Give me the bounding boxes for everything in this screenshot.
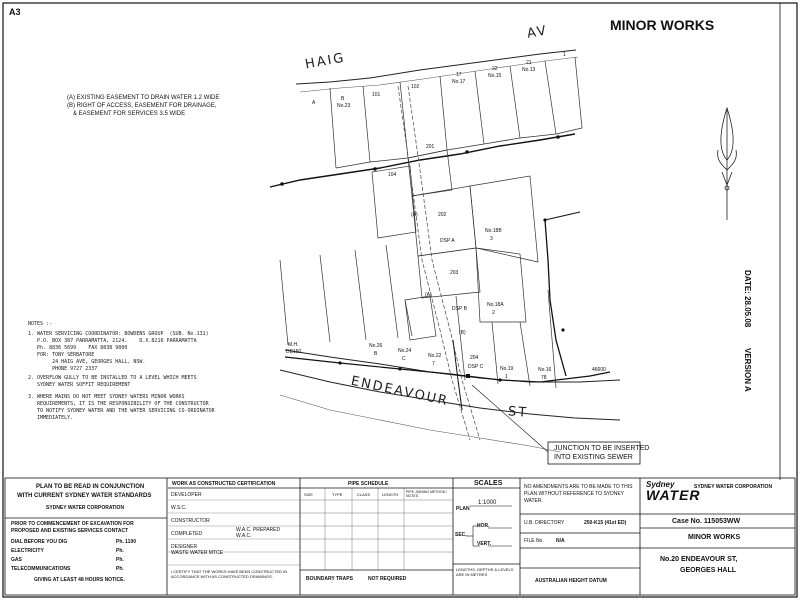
lot-label: DSP C (468, 364, 484, 370)
gas-value: Ph. (116, 557, 124, 563)
ubd-value: 250-K15 (41st ED) (584, 520, 627, 526)
lot-label: B (341, 96, 345, 102)
title-block-minor-works: MINOR WORKS (688, 534, 741, 541)
corp-name: SYDNEY WATER CORPORATION (46, 505, 125, 511)
lot-label: 17 (456, 72, 462, 78)
wac-prepared-label: W.A.C. PREPARED (236, 527, 281, 533)
dbyd-label: DIAL BEFORE YOU DIG (11, 539, 68, 545)
lot-label: C (402, 356, 406, 362)
tel-label: TELECOMMUNICATIONS (11, 566, 71, 572)
title-block-doc-title: Case No. 115053WW (672, 518, 741, 525)
note-2: 2. OVERFLOW GULLY TO BE INSTALLED TO A LEVEL WHICH MEETS SYDNEY WATER SOFFIT REQUIREMENT (28, 375, 197, 388)
pipe-col-type: TYPE (332, 492, 343, 497)
lot-label: 78 (541, 375, 547, 381)
pipe-col-length: LENGTH (382, 492, 399, 497)
waste-water-label: WASTE WATER MTCE (171, 550, 224, 556)
note-1: 1. WATER SERVICING COORDINATOR: BOWDENS GROUP (SUB. No.131) P.O. BOX 387 PARRAMATTA, 2124. D.X.8216 PARRAMATTA Ph. 8836 5699 FAX 8838 9800 FOR: TONY SERBATORE 24 HAIG AVE, GEORGES HALL, NSW. PHONE 9727 2337 (28, 331, 209, 372)
lot-label: (A) (411, 212, 418, 218)
lot-label: 2 (492, 310, 495, 316)
street-st: ST (507, 404, 529, 421)
pipe-col-size: SIZE (304, 492, 313, 497)
sheet-size-label: A3 (9, 7, 21, 17)
designer-label: DESIGNER (171, 544, 198, 550)
sec-scale-label: SEC. (455, 532, 467, 538)
lot-label: 101 (372, 92, 381, 98)
lot-label: 1 (505, 374, 508, 380)
plan-read-line-2: WITH CURRENT SYDNEY WATER STANDARDS (17, 493, 152, 499)
hor-scale-label: HOR. (477, 523, 490, 529)
lot-label: No.24 (398, 348, 412, 354)
plan-read-line-1: PLAN TO BE READ IN CONJUNCTION (36, 484, 145, 490)
logo-sydney: Sydney (646, 480, 675, 489)
lot-label: 204 (470, 355, 479, 361)
sheet-title: MINOR WORKS (610, 17, 715, 33)
lot-label: No.26 (369, 343, 383, 349)
pipe-col-class: CLASS (357, 492, 371, 497)
logo-water: WATER (646, 487, 701, 503)
street-haig: HAIG (304, 50, 347, 73)
datum-label: AUSTRALIAN HEIGHT DATUM (535, 578, 607, 584)
lot-label: B (374, 351, 378, 357)
address-line-2: GEORGES HALL (680, 567, 737, 574)
notes-header: NOTES :- (28, 321, 53, 327)
lot-label: 3 (490, 236, 493, 242)
amend-line-1: NO AMENDMENTS ARE TO BE MADE TO THIS (524, 484, 633, 490)
lot-label: No.16 (538, 367, 552, 373)
amend-line-3: WATER. (524, 498, 543, 504)
pipe-schedule-title: PIPE SCHEDULE (348, 481, 389, 487)
lot-label: 102 (411, 84, 420, 90)
pipe-col-notes: PIPE JOINING METHOD / NOTES (406, 490, 448, 498)
corp-name-right: SYDNEY WATER CORPORATION (694, 484, 773, 490)
manhole-number: 46600 (592, 367, 606, 373)
prior-line-2: PROPOSED AND EXISTING SERVICES CONTACT (11, 528, 129, 534)
callout-line-2: INTO EXISTING SEWER (554, 454, 633, 461)
lot-label: No.22 (428, 353, 442, 359)
scale-note: LENGTHS, DEPTHS & LEVELS ARE IN METRES (456, 567, 514, 577)
wac-label: W.A.C. (236, 533, 252, 539)
legend-line-2: (B) RIGHT OF ACCESS, EASEMENT FOR DRAINAGE, (67, 103, 217, 109)
lot-label: DSP B (452, 306, 467, 312)
notice-text: GIVING AT LEAST 48 HOURS NOTICE. (34, 577, 125, 583)
plan-scale-value: 1:1000 (478, 500, 497, 506)
lot-label: DSP A (440, 238, 455, 244)
lot-label: 7 (432, 361, 435, 367)
street-endeavour: ENDEAVOUR (349, 373, 451, 410)
lot-label: 21 (526, 60, 532, 66)
lot-label: No.15 (488, 73, 502, 79)
manhole-label: M.H. (288, 342, 299, 348)
wsc-label: W.S.C. (171, 505, 187, 511)
tel-value: Ph. (116, 566, 124, 572)
lot-label: No.18B (485, 228, 502, 234)
boundary-traps-label: BOUNDARY TRAPS (306, 576, 353, 582)
address-line-1: No.20 ENDEAVOUR ST, (660, 556, 738, 563)
not-required-value: NOT REQUIRED (368, 576, 407, 582)
wac-title: WORK AS CONSTRUCTED CERTIFICATION (172, 481, 276, 487)
file-label: FILE No. (524, 538, 544, 544)
plan-scale-label: PLAN (456, 506, 470, 512)
note-3: 3. WHERE MAINS DO NOT MEET SYDNEY WATERS MINOR WORKS REQUIREMENTS, IT IS THE RESPONSIBILITY OF THE CONSTRUCTOR TO NOTIFY SYDNEY WATER AND THE WATER SERVICING CO-ORDINATOR IMMEDIATELY. (28, 394, 215, 421)
legend-line-1: (A) EXISTING EASEMENT TO DRAIN WATER 1.2 WIDE (67, 95, 220, 101)
file-value: N/A (556, 538, 565, 544)
legend-line-3: & EASEMENT FOR SERVICES 3.5 WIDE (73, 111, 186, 117)
version-label: VERSION A (743, 348, 752, 392)
completed-label: COMPLETED (171, 531, 203, 537)
manhole-number: DB150 (286, 349, 302, 355)
callout-line-1: JUNCTION TO BE INSERTED (554, 445, 650, 452)
lot-label: No.19 (500, 366, 514, 372)
elec-label: ELECTRICITY (11, 548, 44, 554)
lot-label: 1 (563, 52, 566, 58)
lot-label: A (312, 100, 316, 106)
developer-label: DEVELOPER (171, 492, 202, 498)
amend-line-2: PLAN WITHOUT REFERENCE TO SYDNEY (524, 491, 625, 497)
elec-value: Ph. (116, 548, 124, 554)
lot-label: No.17 (452, 79, 466, 85)
vert-scale-label: VERT. (477, 541, 492, 547)
date-label: DATE: 28.05.08 (743, 270, 752, 328)
lot-label: 201 (426, 144, 435, 150)
gas-label: GAS (11, 557, 22, 563)
prior-line-1: PRIOR TO COMMENCEMENT OF EXCAVATION FOR (11, 521, 134, 527)
dbyd-value: Ph. 1100 (116, 539, 137, 545)
constructor-label: CONSTRUCTOR (171, 518, 210, 524)
street-av: AV (525, 23, 550, 42)
lot-label: 202 (438, 212, 447, 218)
lot-label: No.18A (487, 302, 504, 308)
certify-text: I CERTIFY THAT THE WORKS HAVE BEEN CONSTRUCTED IN ACCORDANCE WITH AS CONSTRUCTED DRAWINGS. (171, 569, 288, 579)
lot-label: No.23 (337, 103, 351, 109)
lot-label: (B) (459, 330, 466, 336)
lot-label: 104 (388, 172, 397, 178)
lot-label: No.13 (522, 67, 536, 73)
ubd-label: U.B. DIRECTORY (524, 520, 565, 526)
lot-label: (A) (425, 292, 432, 298)
scales-title: SCALES (474, 480, 503, 487)
lot-label: 22 (492, 66, 498, 72)
lot-label: 203 (450, 270, 459, 276)
